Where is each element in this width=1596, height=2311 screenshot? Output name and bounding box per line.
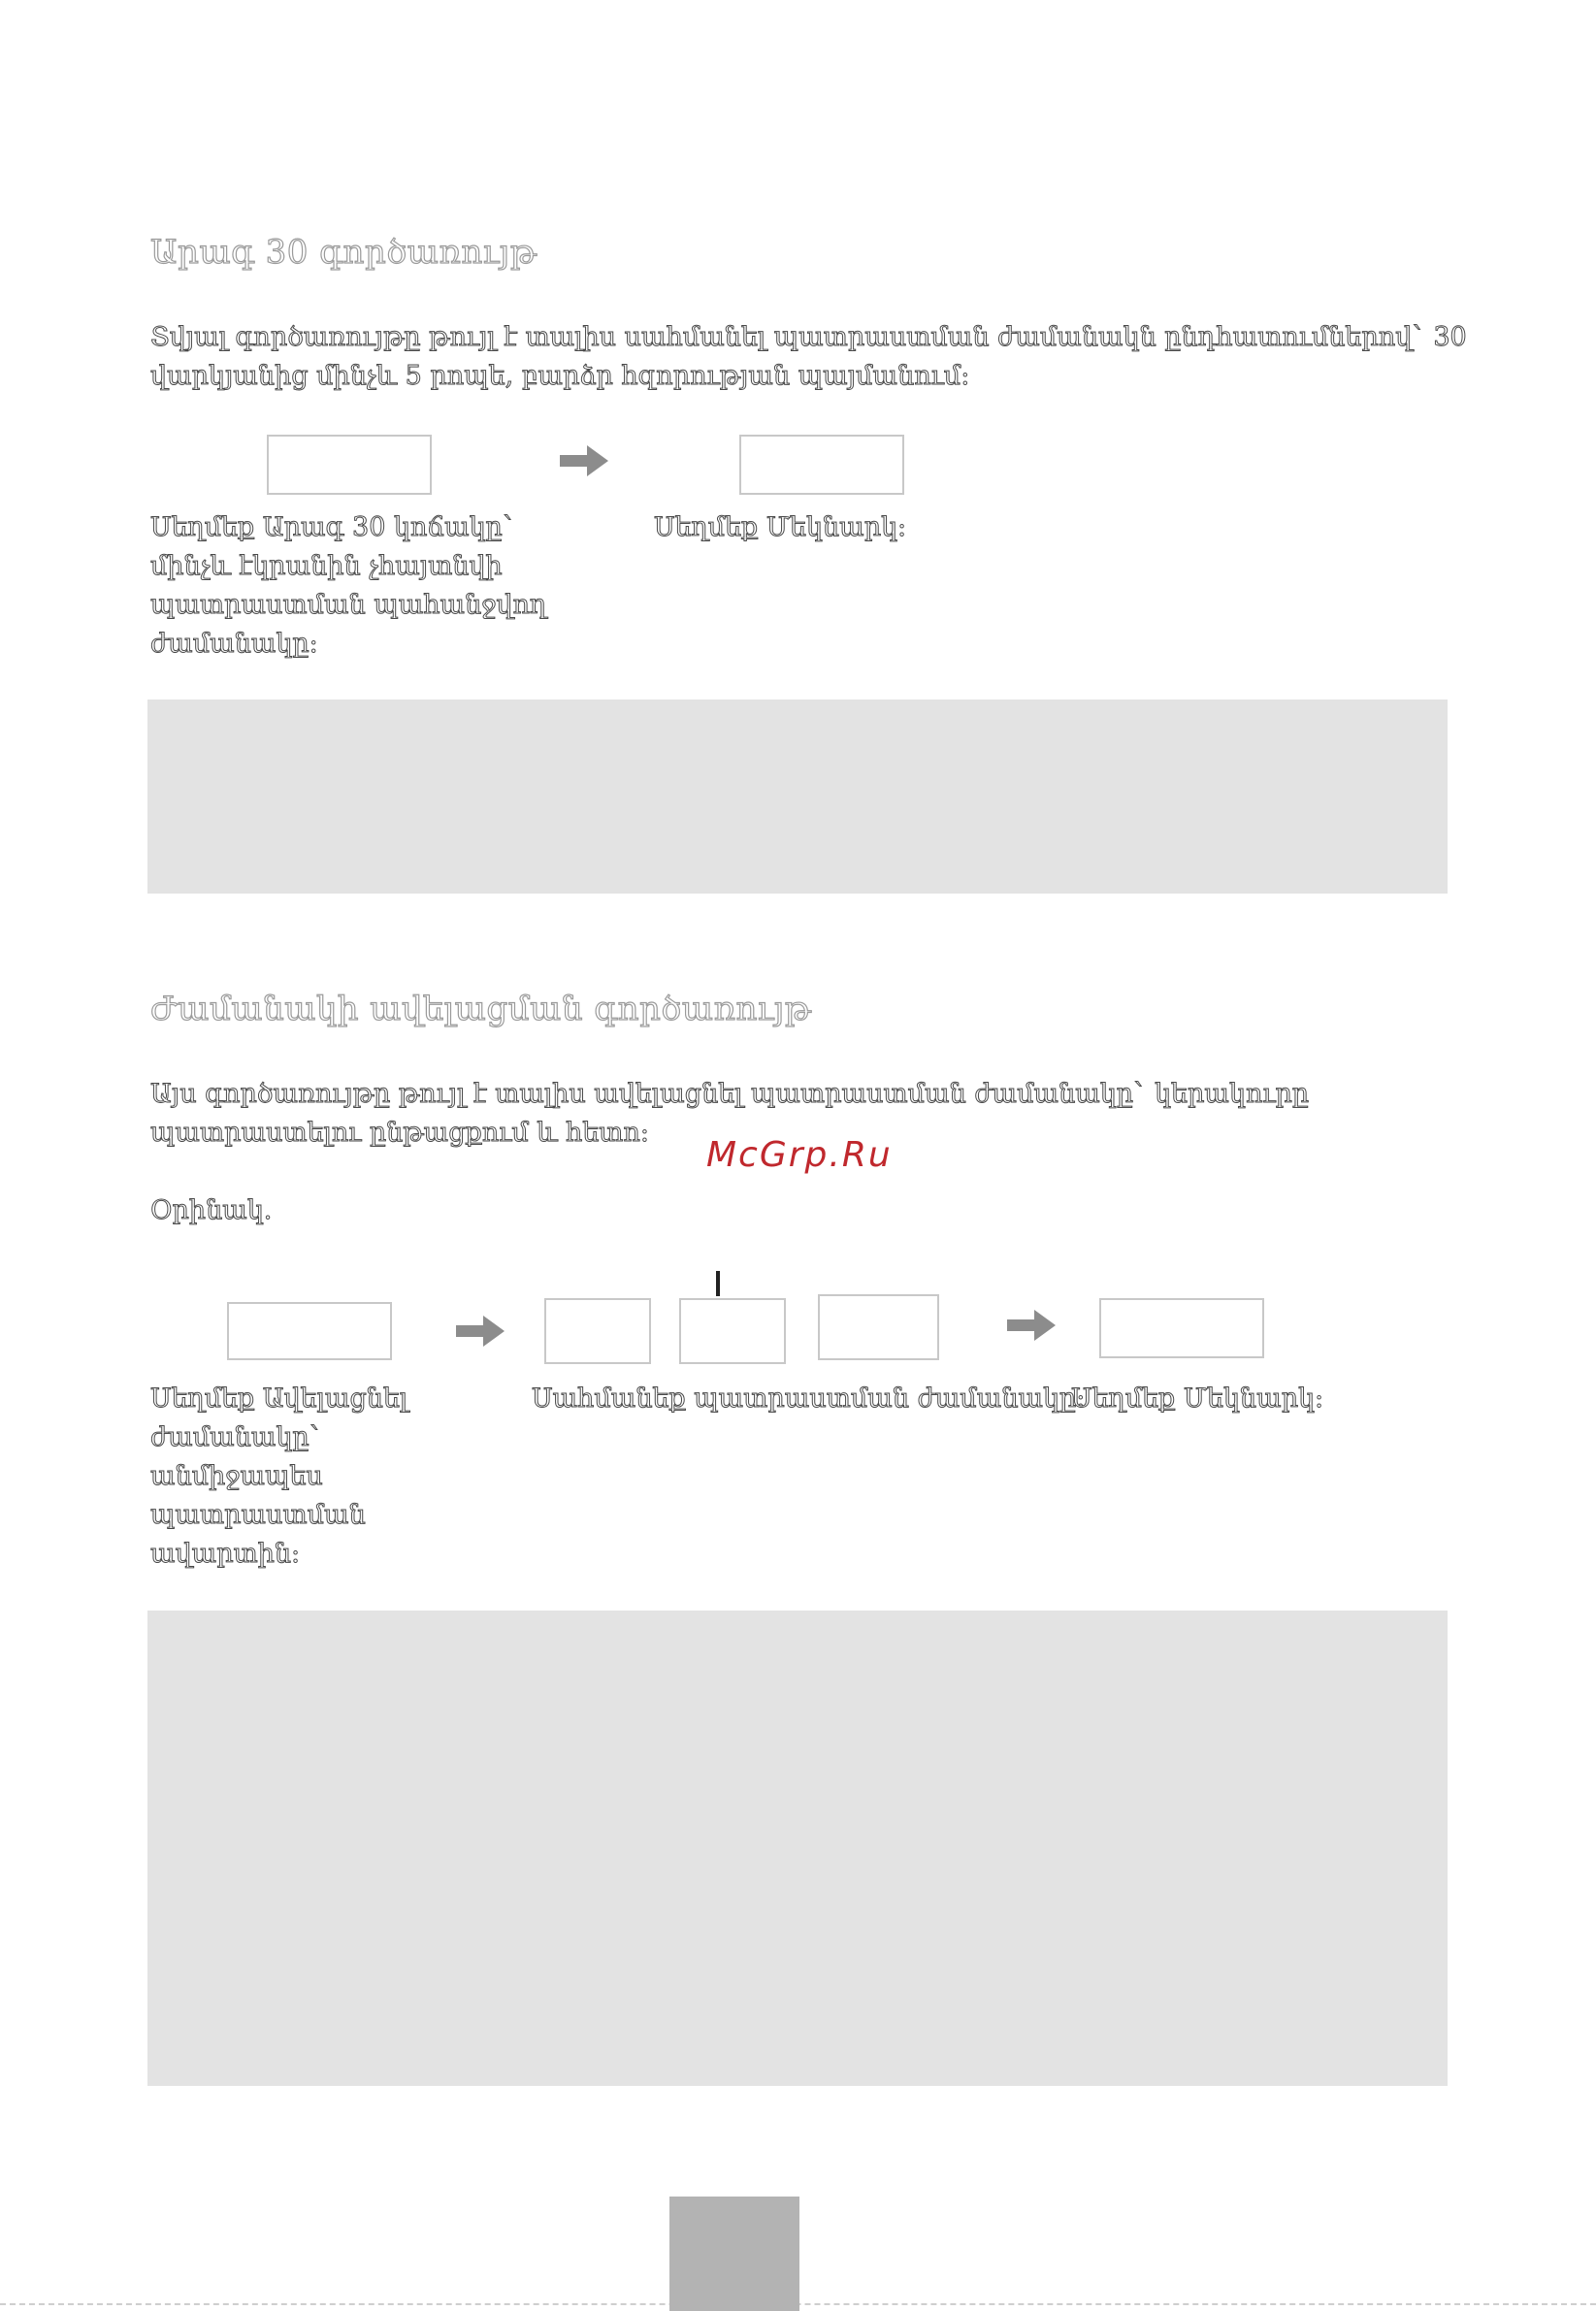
section1-paragraph-line2: վարկյանից մինչև 5 րոպե, բարձր հզորության պայմանում: (150, 361, 970, 391)
section2-heading: Ժամանակի ավելացման գործառույթ (150, 990, 812, 1028)
right-arrow-icon (560, 443, 608, 478)
display-illustration (818, 1294, 939, 1360)
section1-heading: Արագ 30 գործառույթ (150, 233, 537, 272)
add-time-button-illustration (227, 1302, 392, 1360)
time-dial-illustration-2 (679, 1298, 786, 1364)
section1-caption-left: Սեղմեք Արագ 30 կոճակը` մինչև էկրանին չհայտնվի պատրաստման պահանջվող ժամանակը: (150, 512, 547, 659)
section2-caption-right: Սեղմեք Մեկնարկ: (1071, 1383, 1324, 1414)
cursor-mark (716, 1271, 720, 1296)
watermark: McGrp.Ru (706, 1135, 893, 1175)
section1-caption-right: Սեղմեք Մեկնարկ: (654, 512, 907, 542)
right-arrow-icon (456, 1314, 505, 1349)
section1-paragraph-line1: Տվյալ գործառույթը թույլ է տալիս սահմանել պատրաստման ժամանակն ընդհատումներով` 30 (150, 322, 1467, 352)
example-label: Օրինակ. (150, 1195, 273, 1225)
note-panel-2 (147, 1611, 1448, 2086)
page-number-tab (669, 2197, 799, 2311)
time-dial-illustration-1 (544, 1298, 651, 1364)
section2-caption-middle: Սահմանեք պատրաստման ժամանակը: (532, 1383, 1086, 1414)
quick30-button-illustration (267, 435, 432, 495)
start-button-illustration (739, 435, 904, 495)
note-panel-1 (147, 700, 1448, 894)
start-button-illustration-2 (1099, 1298, 1264, 1358)
section2-paragraph-line1: Այս գործառույթը թույլ է տալիս ավելացնել պատրաստման ժամանակը` կերակուրը (150, 1079, 1310, 1109)
section2-caption-left: Սեղմեք Ավելացնել ժամանակը` անմիջապես պատրաստման ավարտին: (150, 1383, 408, 1569)
right-arrow-icon (1007, 1308, 1056, 1343)
section2-paragraph-line2: պատրաստելու ընթացքում և հետո: (150, 1118, 650, 1148)
